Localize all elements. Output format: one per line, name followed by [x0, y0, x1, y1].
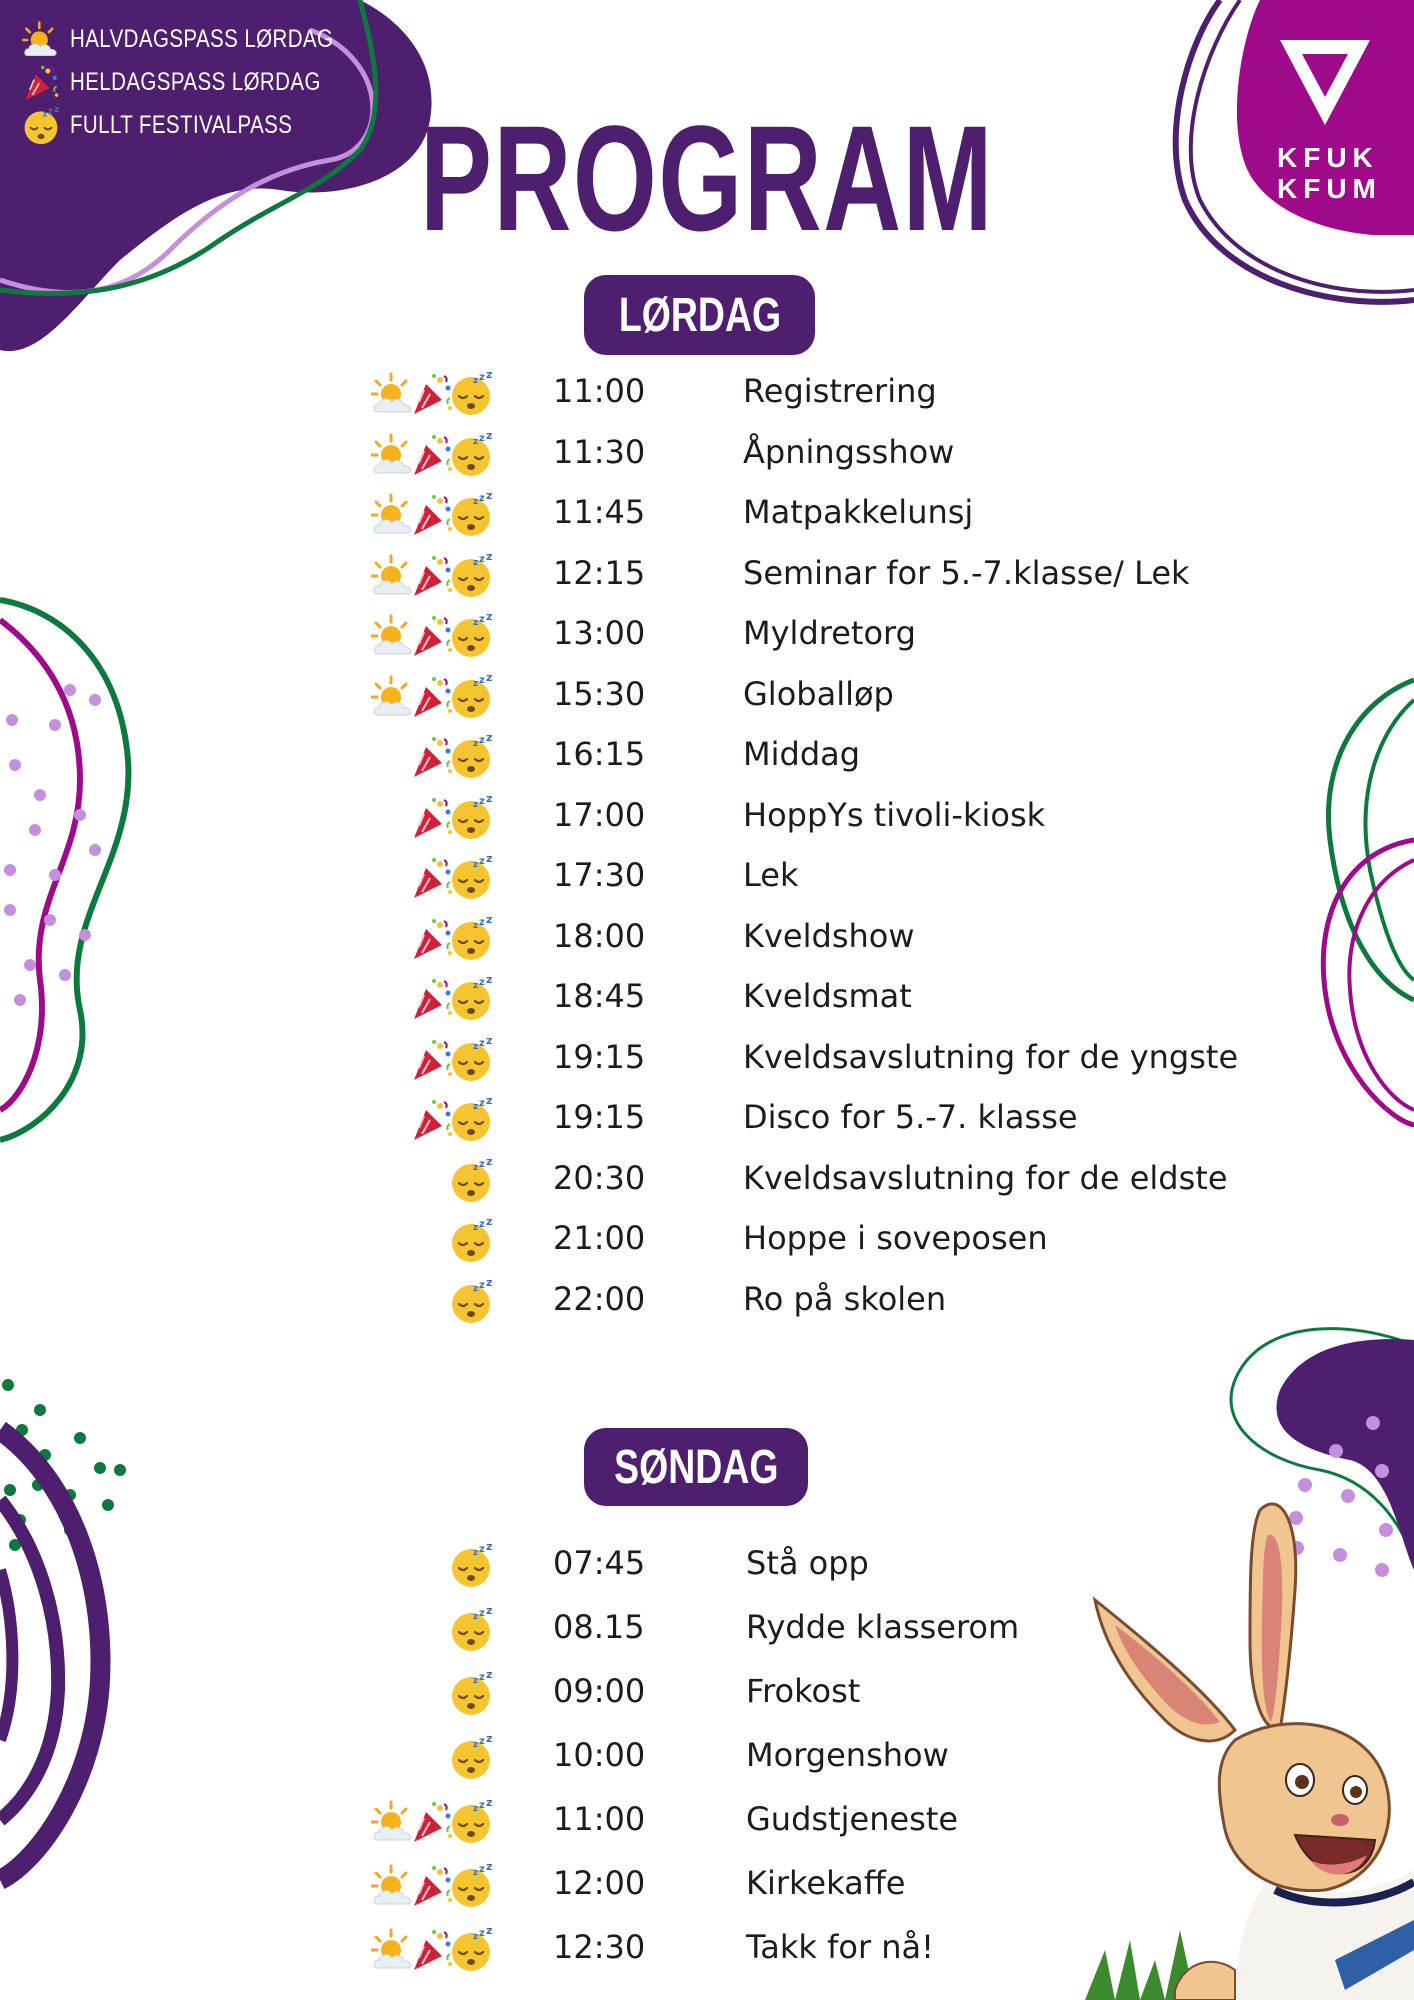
party-popper-icon — [410, 1928, 454, 1972]
svg-text:z: z — [473, 1612, 479, 1622]
svg-text:z: z — [479, 493, 485, 504]
svg-text:z: z — [53, 106, 60, 115]
svg-text:z: z — [486, 432, 493, 442]
svg-text:z: z — [486, 1672, 493, 1681]
schedule-row — [0, 1728, 1414, 1788]
schedule-row — [0, 1920, 1414, 1980]
svg-text:z: z — [479, 1279, 485, 1291]
svg-text:z: z — [486, 372, 493, 381]
svg-text:z: z — [473, 436, 479, 447]
svg-text:z: z — [473, 1102, 479, 1112]
event-time: 12:00 — [553, 1864, 646, 1902]
svg-text:z: z — [473, 1548, 479, 1558]
svg-text:z: z — [486, 1608, 493, 1617]
schedule-row — [0, 1600, 1414, 1660]
svg-text:z: z — [479, 1736, 485, 1747]
sun-cloud-icon — [371, 1800, 415, 1844]
page-title: PROGRAM — [419, 94, 995, 262]
event-name: Åpningsshow — [743, 432, 955, 471]
event-time: 08.15 — [553, 1608, 645, 1646]
svg-text:z: z — [479, 372, 485, 383]
event-time: 13:00 — [553, 614, 646, 652]
event-time: 11:00 — [553, 1800, 646, 1838]
svg-text:z: z — [473, 1932, 479, 1942]
logo-text-kfum: KFUM — [1277, 173, 1382, 204]
sleeping-face-icon — [449, 1544, 493, 1588]
logo-text-kfuk: KFUK — [1277, 142, 1379, 173]
event-time: 17:30 — [553, 856, 646, 894]
event-time: 07:45 — [553, 1544, 646, 1582]
schedule-row — [0, 1211, 1414, 1271]
sunday-label: SØNDAG — [613, 1440, 779, 1494]
event-time: 09:00 — [553, 1672, 646, 1710]
svg-text:z: z — [486, 735, 493, 744]
svg-text:z: z — [486, 1279, 493, 1289]
party-popper-icon — [410, 554, 454, 598]
legend-label: HALVDAGSPASS LØRDAG — [70, 25, 334, 53]
svg-text:z: z — [479, 1158, 485, 1170]
svg-text:z: z — [473, 920, 479, 931]
party-popper-icon — [410, 433, 454, 477]
svg-text:z: z — [479, 674, 485, 686]
party-popper-icon — [410, 796, 454, 840]
schedule-row — [0, 1090, 1414, 1150]
sun-cloud-icon — [371, 614, 415, 658]
sleeping-face-icon — [449, 1608, 493, 1652]
event-name: Middag — [743, 735, 861, 773]
schedule-row — [0, 1151, 1414, 1211]
event-name: Disco for 5.-7. klasse — [743, 1098, 1078, 1136]
svg-text:z: z — [486, 977, 493, 986]
sun-cloud-icon — [371, 433, 415, 477]
party-popper-icon — [22, 64, 60, 102]
party-popper-icon — [410, 1864, 454, 1908]
svg-text:z: z — [486, 553, 493, 563]
event-name: Kirkekaffe — [746, 1864, 906, 1902]
svg-text:z: z — [42, 109, 48, 118]
schedule-row — [0, 1272, 1414, 1332]
event-name: Kveldsmat — [743, 977, 912, 1015]
event-name: Myldretorg — [743, 614, 916, 652]
schedule-row — [0, 1856, 1414, 1916]
schedule-row — [0, 848, 1414, 908]
svg-text:z: z — [479, 735, 485, 746]
svg-text:z: z — [473, 1223, 479, 1233]
svg-text:z: z — [479, 1608, 485, 1619]
svg-text:z: z — [479, 1544, 485, 1555]
schedule-row — [0, 485, 1414, 545]
svg-text:z: z — [486, 1037, 493, 1047]
sleeping-face-icon — [449, 1672, 493, 1716]
svg-text:z: z — [486, 916, 493, 926]
schedule-row — [0, 969, 1414, 1029]
sleeping-face-icon — [449, 554, 493, 598]
svg-text:z: z — [479, 1672, 485, 1683]
svg-text:z: z — [479, 1098, 485, 1109]
event-name: Frokost — [746, 1672, 861, 1710]
svg-text:z: z — [473, 1868, 479, 1878]
party-popper-icon — [410, 493, 454, 537]
sun-cloud-icon — [371, 493, 415, 537]
sun-cloud-icon — [371, 372, 415, 416]
svg-text:z: z — [479, 1037, 485, 1049]
event-name: Kveldsavslutning for de yngste — [743, 1037, 1239, 1076]
schedule-row — [0, 364, 1414, 424]
svg-text:z: z — [479, 614, 485, 625]
svg-text:z: z — [486, 1928, 493, 1937]
party-popper-icon — [410, 614, 454, 658]
svg-text:z: z — [473, 1041, 479, 1052]
svg-text:z: z — [479, 977, 485, 988]
event-name: Lek — [743, 856, 799, 894]
event-time: 18:00 — [553, 916, 646, 955]
saturday-label: LØRDAG — [618, 288, 781, 342]
schedule-row — [0, 788, 1414, 848]
svg-text:z: z — [486, 614, 493, 623]
event-name: Rydde klasserom — [746, 1608, 1020, 1646]
sleeping-face-icon — [449, 856, 493, 900]
sleeping-face-icon — [449, 675, 493, 719]
schedule-row — [0, 425, 1414, 485]
svg-text:z: z — [486, 1098, 493, 1107]
sunday-badge — [584, 1428, 808, 1506]
legend-item-halvdagspass — [22, 18, 391, 61]
party-popper-icon — [410, 372, 454, 416]
party-popper-icon — [410, 1098, 454, 1142]
event-time: 15:30 — [553, 674, 646, 713]
svg-text:z: z — [473, 981, 479, 991]
sleeping-face-icon — [449, 977, 493, 1021]
sleeping-face-icon — [449, 1280, 493, 1324]
sleeping-face-icon — [449, 1219, 493, 1263]
party-popper-icon — [410, 675, 454, 719]
schedule-row — [0, 909, 1414, 969]
sleeping-face-icon — [449, 433, 493, 477]
event-time: 22:00 — [553, 1279, 646, 1318]
svg-text:z: z — [486, 1864, 493, 1873]
event-time: 10:00 — [553, 1736, 646, 1774]
event-time: 12:30 — [553, 1928, 646, 1966]
event-name: Kveldshow — [743, 916, 915, 955]
event-name: Matpakkelunsj — [743, 493, 974, 531]
event-name: Globalløp — [743, 674, 894, 713]
party-popper-icon — [410, 1800, 454, 1844]
event-time: 19:15 — [553, 1037, 646, 1076]
schedule-row — [0, 1664, 1414, 1724]
event-name: Morgenshow — [746, 1736, 949, 1774]
sleeping-face-icon — [449, 493, 493, 537]
event-name: Hoppe i soveposen — [743, 1219, 1048, 1257]
sun-cloud-icon — [371, 1864, 415, 1908]
svg-text:z: z — [479, 432, 485, 444]
schedule-row — [0, 546, 1414, 606]
svg-text:z: z — [486, 1158, 493, 1168]
schedule-row — [0, 1536, 1414, 1596]
svg-text:z: z — [479, 1800, 485, 1811]
schedule-row — [0, 1030, 1414, 1090]
svg-text:z: z — [473, 1283, 479, 1294]
event-name: HoppYs tivoli-kiosk — [743, 795, 1046, 834]
sleeping-face-icon — [449, 1736, 493, 1780]
schedule-row — [0, 1792, 1414, 1852]
svg-text:z: z — [486, 1736, 493, 1745]
svg-text:z: z — [486, 856, 493, 865]
saturday-badge — [584, 275, 815, 355]
event-time: 12:15 — [553, 553, 646, 592]
event-name: Ro på skolen — [743, 1279, 947, 1318]
event-time: 11:00 — [553, 372, 646, 410]
event-time: 17:00 — [553, 795, 646, 834]
svg-text:z: z — [479, 795, 485, 807]
sleeping-face-icon — [449, 1159, 493, 1203]
event-time: 18:45 — [553, 977, 646, 1015]
svg-text:z: z — [47, 106, 53, 117]
svg-text:z: z — [486, 493, 493, 502]
event-time: 19:15 — [553, 1098, 646, 1136]
svg-text:z: z — [479, 553, 485, 565]
party-popper-icon — [410, 1038, 454, 1082]
svg-text:z: z — [473, 376, 479, 386]
legend-label: HELDAGSPASS LØRDAG — [70, 68, 321, 96]
sun-cloud-icon — [371, 554, 415, 598]
event-name: Gudstjeneste — [746, 1800, 959, 1838]
svg-text:z: z — [479, 1864, 485, 1875]
event-name: Stå opp — [746, 1544, 869, 1582]
sleeping-face-icon — [449, 1038, 493, 1082]
schedule-row — [0, 606, 1414, 666]
party-popper-icon — [410, 977, 454, 1021]
svg-text:z: z — [473, 1740, 479, 1750]
sleeping-face-icon — [449, 614, 493, 658]
sleeping-face-icon — [449, 1800, 493, 1844]
svg-text:z: z — [486, 795, 493, 805]
svg-text:z: z — [479, 856, 485, 867]
svg-text:z: z — [486, 674, 493, 684]
sun-cloud-icon — [371, 1928, 415, 1972]
sleeping-face-icon — [449, 917, 493, 961]
sun-cloud-icon — [22, 21, 60, 59]
event-name: Kveldsavslutning for de eldste — [743, 1158, 1228, 1197]
svg-text:z: z — [479, 1928, 485, 1939]
svg-text:z: z — [473, 860, 479, 870]
svg-text:z: z — [486, 1544, 493, 1553]
sleeping-face-icon — [449, 1864, 493, 1908]
sun-cloud-icon — [371, 675, 415, 719]
svg-text:z: z — [473, 739, 479, 749]
svg-text:z: z — [479, 916, 485, 928]
svg-text:z: z — [479, 1219, 485, 1230]
event-time: 11:45 — [553, 493, 646, 531]
sleeping-face-icon — [449, 372, 493, 416]
event-name: Seminar for 5.-7.klasse/ Lek — [743, 553, 1190, 592]
svg-text:z: z — [473, 1804, 479, 1814]
event-time: 21:00 — [553, 1219, 646, 1257]
schedule-row — [0, 727, 1414, 787]
svg-text:z: z — [486, 1219, 493, 1228]
event-name: Takk for nå! — [746, 1928, 934, 1966]
svg-text:z: z — [473, 678, 479, 689]
sleeping-face-icon — [449, 735, 493, 779]
event-time: 20:30 — [553, 1158, 646, 1197]
sleeping-face-icon — [449, 1928, 493, 1972]
party-popper-icon — [410, 856, 454, 900]
legend-label: FULLT FESTIVALPASS — [70, 111, 293, 139]
party-popper-icon — [410, 917, 454, 961]
svg-text:z: z — [473, 799, 479, 810]
event-name: Registrering — [743, 372, 937, 410]
sleeping-face-icon — [449, 1098, 493, 1142]
svg-text:z: z — [486, 1800, 493, 1809]
party-popper-icon — [410, 735, 454, 779]
sleeping-face-icon — [449, 796, 493, 840]
event-time: 11:30 — [553, 432, 646, 471]
svg-text:z: z — [473, 557, 479, 568]
schedule-row — [0, 667, 1414, 727]
sleeping-face-icon — [22, 107, 60, 145]
svg-text:z: z — [473, 1676, 479, 1686]
svg-text:z: z — [473, 1162, 479, 1173]
svg-text:z: z — [473, 497, 479, 507]
svg-text:z: z — [473, 618, 479, 628]
event-time: 16:15 — [553, 735, 646, 773]
